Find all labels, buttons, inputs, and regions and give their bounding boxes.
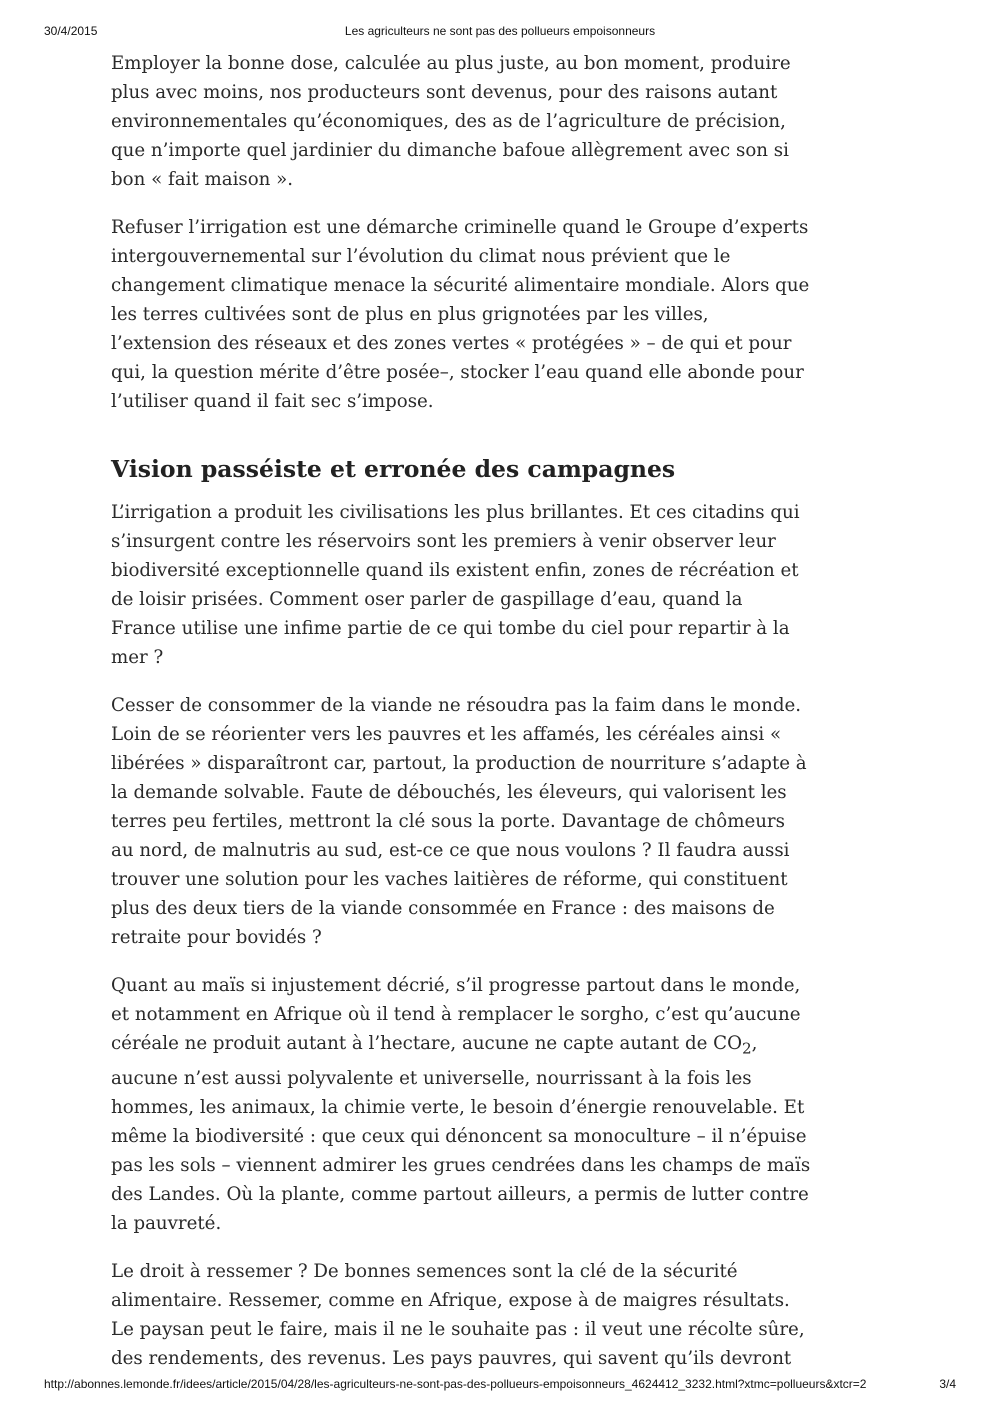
paragraph-5-text-b: , aucune n’est aussi polyvalente et universelle, nourrissant à la fois les hommes, les animaux, la chimie verte, le besoin d’énergie renouvelable. Et même la biodiversité : que ceux qui dénoncent sa monoculture – il n’épuise pas les sols – viennent admirer les grues cendrées dans les champs de maïs des Landes. Où la plante, comme partout ailleurs, a permis de lutter contre la pauvreté.: [111, 1033, 811, 1234]
article-paragraph-3: L’irrigation a produit les civilisations les plus brillantes. Et ces citadins qui s’insurgent contre les réservoirs sont les premiers à venir observer leur biodiversité exceptionnelle quand ils existent enfin, zones de récréation et de loisir prisées. Comment oser parler de gaspillage d’eau, quand la France utilise une infime partie de ce qui tombe du ciel pour repartir à la mer ?: [111, 502, 800, 668]
print-date: 30/4/2015: [44, 24, 98, 38]
article-subheading: Vision passéiste et erronée des campagnes: [111, 455, 676, 483]
article-paragraph-4: Cesser de consommer de la viande ne résoudra pas la faim dans le monde. Loin de se réorienter vers les pauvres et les affamés, les céréales ainsi « libérées » disparaîtront car, partout, la production de nourriture s’adapte à la demande solvable. Faute de débouchés, les éleveurs, qui valorisent les terres peu fertiles, mettront la clé sous la porte. Davantage de chômeurs au nord, de malnutris au sud, est-ce ce que nous voulons ? Il faudra aussi trouver une solution pour les vaches laitières de réforme, qui constituent plus des deux tiers de la viande consommée en France : des maisons de retraite pour bovidés ?: [111, 695, 807, 948]
article-paragraph-2: Refuser l’irrigation est une démarche criminelle quand le Groupe d’experts intergouvernemental sur l’évolution du climat nous prévient que le changement climatique menace la sécurité alimentaire mondiale. Alors que les terres cultivées sont de plus en plus grignotées par les villes, l’extension des réseaux et des zones vertes « protégées » – de qui et pour qui, la question mérite d’être posée–, stocker l’eau quand elle abonde pour l’utiliser quand il fait sec s’impose.: [111, 217, 810, 412]
print-page-title: Les agriculteurs ne sont pas des pollueurs empoisonneurs: [344, 24, 656, 38]
page-number: 3/4: [939, 1377, 956, 1391]
print-footer: [44, 1377, 956, 1393]
article-body: [111, 49, 811, 1392]
article-paragraph-1: Employer la bonne dose, calculée au plus juste, au bon moment, produire plus avec moins, nos producteurs sont devenus, pour des raisons autant environnementales qu’économiques, des as de l’agriculture de précision, que n’importe quel jardinier du dimanche bafoue allègrement avec son si bon « fait maison ».: [111, 53, 791, 190]
paragraph-5-text-a: Quant au maïs si injustement décrié, s’il progresse partout dans le monde, et notamment en Afrique où il tend à remplacer le sorgho, c’est qu’aucune céréale ne produit autant à l’hectare, aucune ne capte autant de CO: [111, 975, 801, 1054]
print-source-url: http://abonnes.lemonde.fr/idees/article/2015/04/28/les-agriculteurs-ne-sont-pas-des-pollueurs-empoisonneurs_4624412_3232.html?xtmc=pollueurs&xtcr=2: [44, 1377, 867, 1391]
print-header: [44, 24, 956, 40]
co2-subscript: 2: [742, 1039, 752, 1058]
article-paragraph-6: Le droit à ressemer ? De bonnes semences sont la clé de la sécurité alimentaire. Ressemer, comme en Afrique, expose à de maigres résultats. Le paysan peut le faire, mais il ne le souhaite pas : il veut une récolte sûre, des rendements, des revenus. Les pays pauvres, qui savent qu’ils devront: [111, 1260, 805, 1369]
article-paragraph-5: [111, 971, 811, 1238]
